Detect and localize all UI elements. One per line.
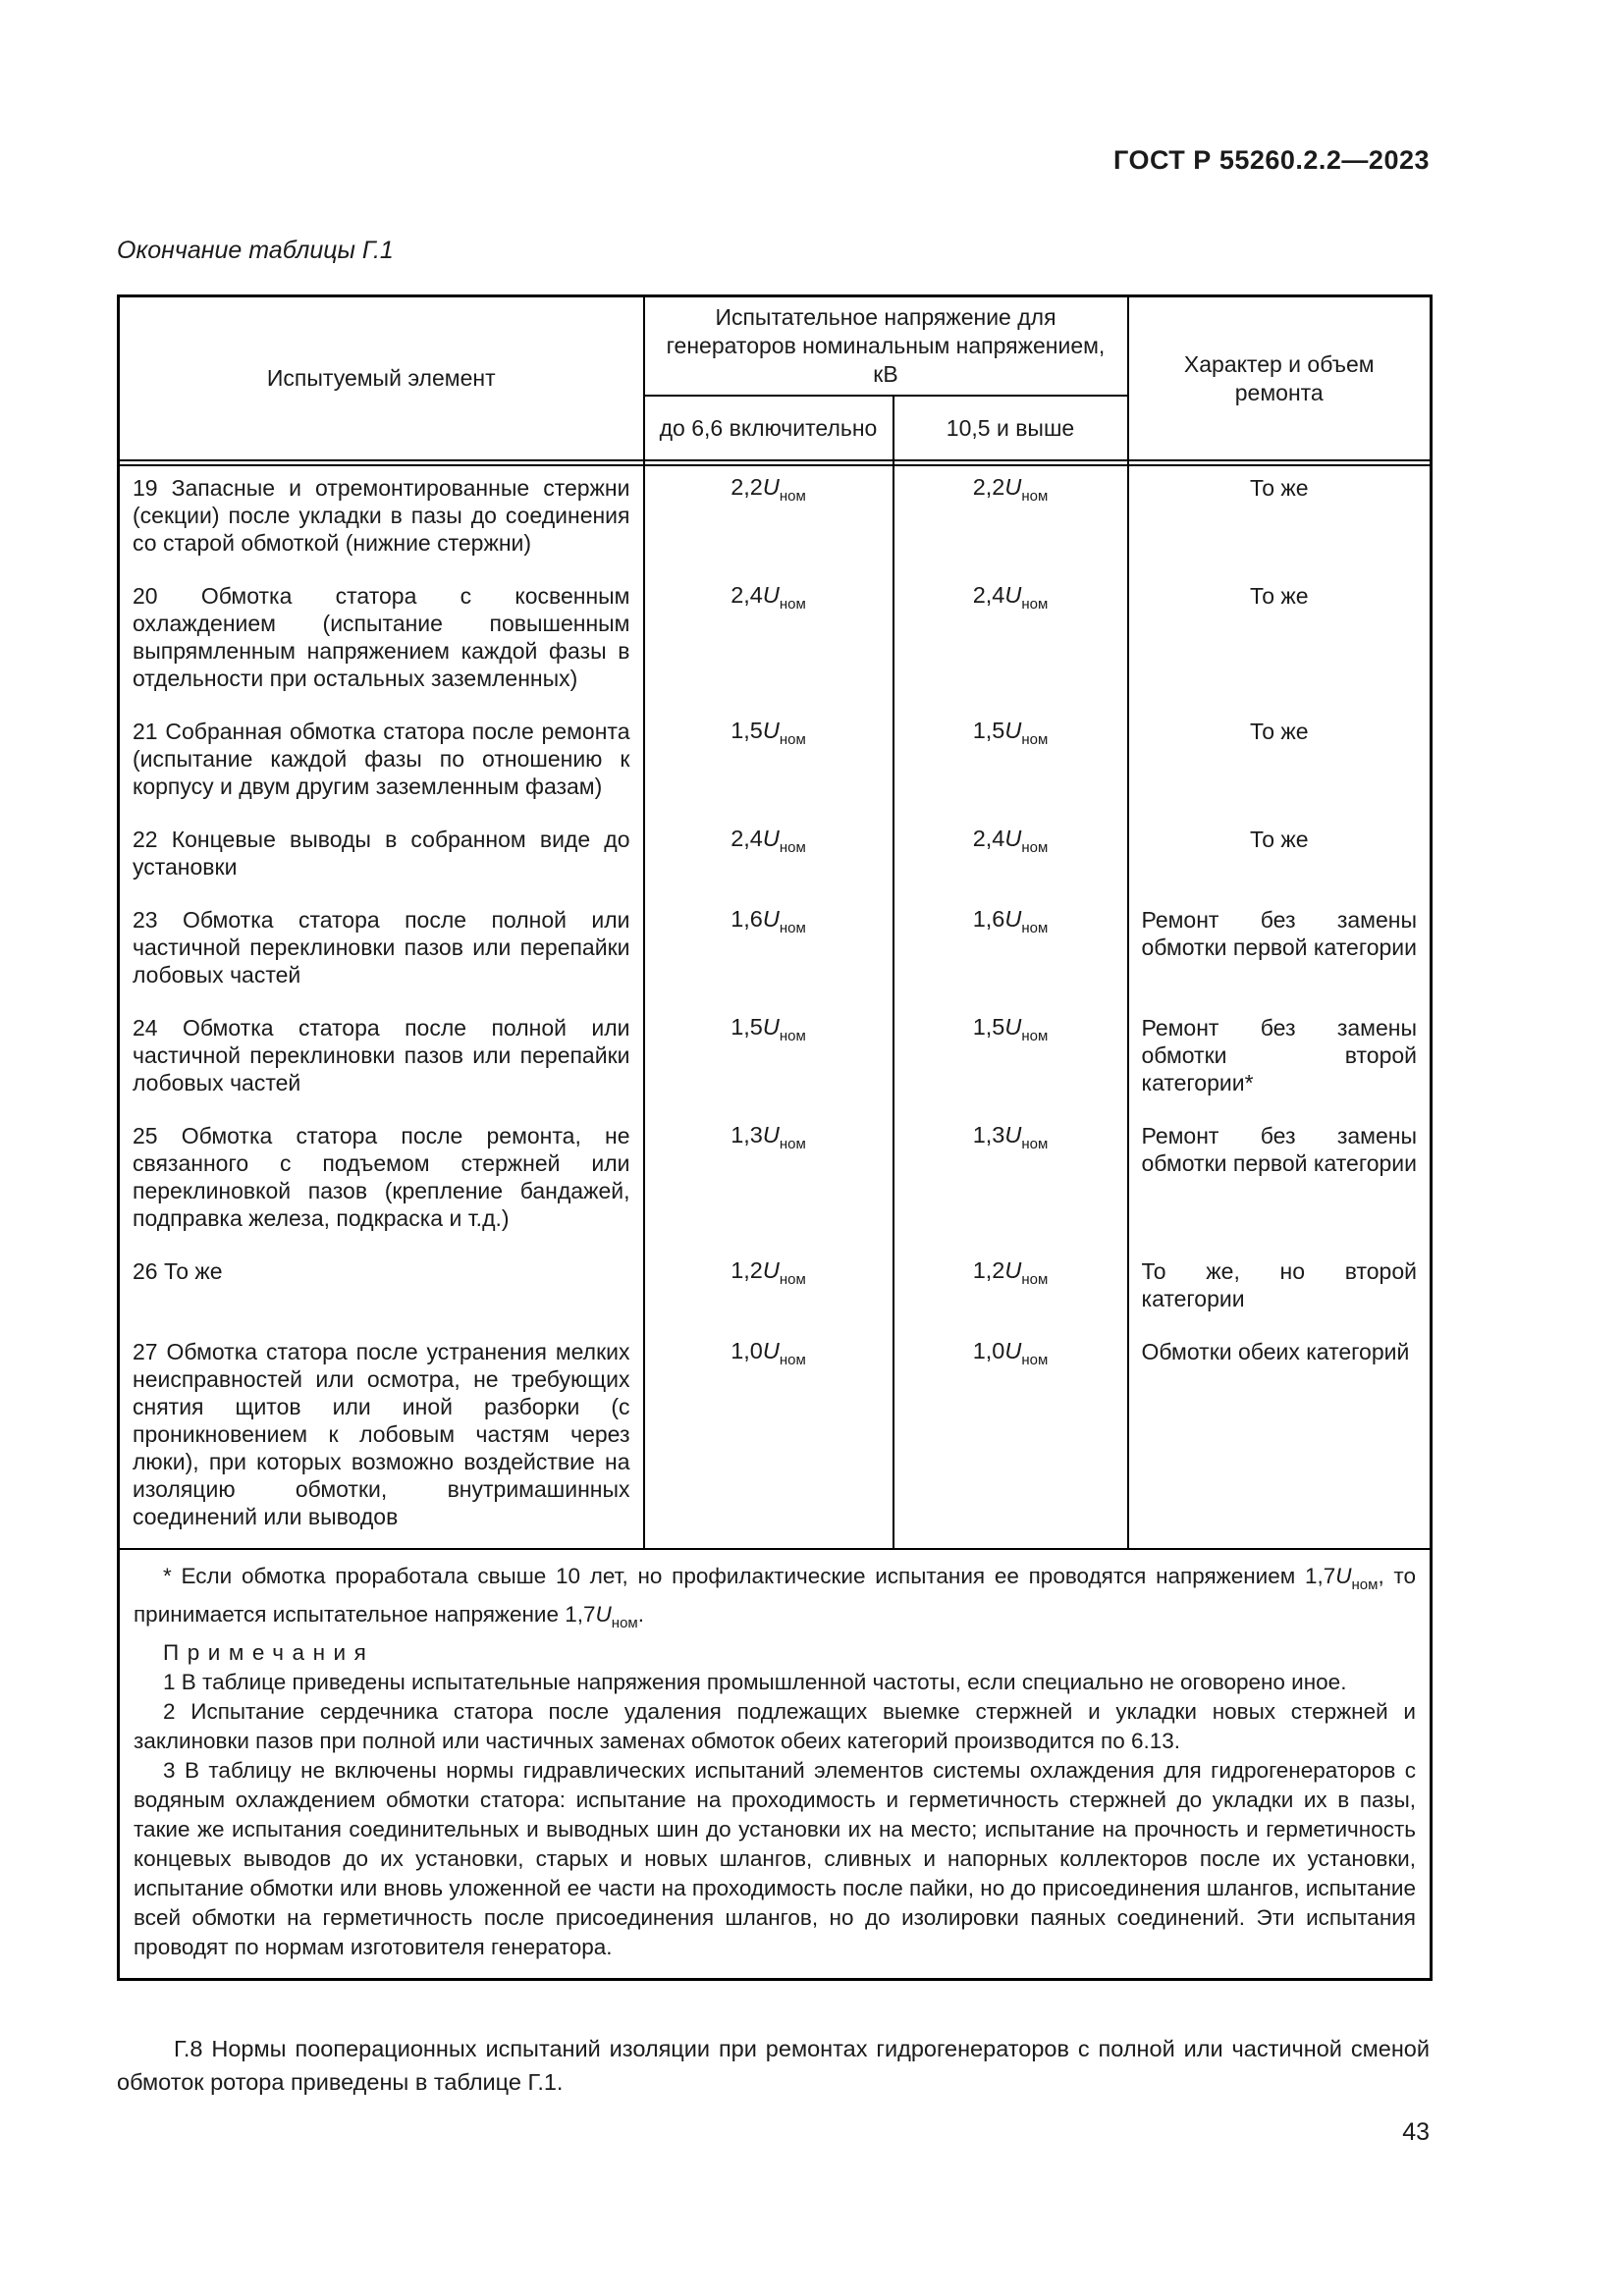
u-symbol: U bbox=[762, 718, 780, 743]
voltage-number: 1,0 bbox=[972, 1338, 1005, 1363]
clause-paragraph: Г.8 Нормы пооперационных испытаний изоляции при ремонтах гидрогенераторов с полной или частичной сменой обмоток ротора приведены в таблице Г.1. bbox=[117, 2036, 1430, 2095]
u-subscript: ном bbox=[779, 1028, 806, 1044]
voltage-low-cell bbox=[644, 1330, 893, 1549]
u-symbol: U bbox=[762, 826, 780, 851]
u-symbol: U bbox=[762, 1257, 780, 1283]
u-subscript: ном bbox=[1021, 839, 1049, 856]
u-symbol: U bbox=[1004, 718, 1022, 743]
header-repair: Характер и объем ремонта bbox=[1128, 296, 1432, 461]
note-item: 2 Испытание сердечника статора после удаления подлежащих выемке стержней и укладки новых стержней и заклиновки пазов при полной или частичных заменах обмоток обеих категорий производится по 6.13. bbox=[134, 1699, 1416, 1753]
u-symbol: U bbox=[762, 474, 780, 500]
voltage-high-cell bbox=[893, 710, 1128, 818]
voltage-high-cell bbox=[893, 1330, 1128, 1549]
table-row bbox=[119, 710, 1432, 818]
voltage-number: 1,5 bbox=[731, 1014, 763, 1040]
test-element-cell: 21 Собранная обмотка статора после ремонта (испытание каждой фазы по отношению к корпусу и двум другим заземленным фазам) bbox=[119, 710, 644, 818]
u-symbol: U bbox=[1004, 582, 1022, 608]
voltage-number: 2,2 bbox=[731, 474, 763, 500]
u-symbol: U bbox=[762, 1014, 780, 1040]
voltage-number: 1,5 bbox=[972, 718, 1005, 743]
table-row bbox=[119, 1006, 1432, 1114]
u-subscript: ном bbox=[779, 839, 806, 856]
u-subscript: ном bbox=[779, 920, 806, 936]
voltage-number: 2,4 bbox=[972, 826, 1005, 851]
voltage-high-cell bbox=[893, 465, 1128, 574]
table-row bbox=[119, 1330, 1432, 1549]
header-voltage-group: Испытательное напряжение для генераторов номинальным напряжением, кВ bbox=[644, 296, 1128, 397]
u-symbol: U bbox=[1004, 1338, 1022, 1363]
voltage-low-cell bbox=[644, 1250, 893, 1330]
table-row bbox=[119, 1250, 1432, 1330]
voltage-number: 1,5 bbox=[972, 1014, 1005, 1040]
test-voltage-table bbox=[117, 294, 1433, 1981]
voltage-high-cell bbox=[893, 574, 1128, 710]
header-voltage-low: до 6,6 включительно bbox=[644, 396, 893, 460]
repair-cell: Ремонт без замены обмотки первой категории bbox=[1128, 898, 1432, 1006]
voltage-high-cell bbox=[893, 1006, 1128, 1114]
u-symbol: U bbox=[1004, 1014, 1022, 1040]
standard-reference: ГОСТ Р 55260.2.2—2023 bbox=[1113, 145, 1430, 175]
u-symbol: U bbox=[1004, 474, 1022, 500]
voltage-low-cell bbox=[644, 1114, 893, 1250]
voltage-number: 1,5 bbox=[731, 718, 763, 743]
u-symbol: U bbox=[762, 1122, 780, 1148]
header-voltage-high: 10,5 и выше bbox=[893, 396, 1128, 460]
note-item: 1 В таблице приведены испытательные напряжения промышленной частоты, если специально не оговорено иное. bbox=[163, 1670, 1347, 1694]
voltage-low-cell bbox=[644, 710, 893, 818]
u-subscript: ном bbox=[1021, 1028, 1049, 1044]
voltage-number: 1,0 bbox=[731, 1338, 763, 1363]
test-element-cell: 20 Обмотка статора с косвенным охлаждением (испытание повышенным выпрямленным напряжением каждой фазы в отдельности при остальных заземленных) bbox=[119, 574, 644, 710]
voltage-number: 2,4 bbox=[972, 582, 1005, 608]
repair-cell: То же bbox=[1128, 818, 1432, 898]
voltage-low-cell bbox=[644, 818, 893, 898]
u-symbol: U bbox=[762, 1338, 780, 1363]
test-element-cell: 23 Обмотка статора после полной или частичной переклиновки пазов или перепайки лобовых частей bbox=[119, 898, 644, 1006]
u-symbol: U bbox=[1335, 1564, 1352, 1588]
repair-cell: Обмотки обеих категорий bbox=[1128, 1330, 1432, 1549]
u-subscript: ном bbox=[779, 1136, 806, 1152]
footnotes-block bbox=[119, 1549, 1432, 1980]
voltage-number: 1,2 bbox=[972, 1257, 1005, 1283]
test-element-cell: 24 Обмотка статора после полной или частичной переклиновки пазов или перепайки лобовых частей bbox=[119, 1006, 644, 1114]
voltage-number: 1,2 bbox=[731, 1257, 763, 1283]
test-element-cell: 25 Обмотка статора после ремонта, не связанного с подъемом стержней или переклиновкой пазов (крепление бандажей, подправка железа, подкраска и т.д.) bbox=[119, 1114, 644, 1250]
voltage-number: 2,4 bbox=[731, 582, 763, 608]
u-subscript: ном bbox=[1021, 488, 1049, 505]
voltage-number: 2,2 bbox=[972, 474, 1005, 500]
u-subscript: ном bbox=[611, 1615, 638, 1631]
footnote-text: , то принимается испытательное напряжение bbox=[134, 1564, 1416, 1627]
u-symbol: U bbox=[762, 906, 780, 932]
u-symbol: U bbox=[1004, 826, 1022, 851]
voltage-number: 1,6 bbox=[731, 906, 763, 932]
repair-cell: То же bbox=[1128, 710, 1432, 818]
notes-title: Примечания bbox=[163, 1640, 375, 1665]
u-subscript: ном bbox=[779, 1271, 806, 1288]
footnote-text: . bbox=[637, 1602, 645, 1627]
u-symbol: U bbox=[595, 1602, 612, 1627]
voltage-high-cell bbox=[893, 818, 1128, 898]
test-element-cell: 27 Обмотка статора после устранения мелких неисправностей или осмотра, не требующих снятия щитов или иной разборки (с проникновением к лобовым частям через люки), при которых возможно воздействие на изоляцию обмотки, внутримашинных соединений или выводов bbox=[119, 1330, 644, 1549]
u-subscript: ном bbox=[1021, 1352, 1049, 1368]
table-row bbox=[119, 1114, 1432, 1250]
u-symbol: U bbox=[1004, 1257, 1022, 1283]
voltage-number: 1,3 bbox=[731, 1122, 763, 1148]
u-subscript: ном bbox=[779, 1352, 806, 1368]
u-subscript: ном bbox=[1021, 1271, 1049, 1288]
repair-cell: Ремонт без замены обмотки второй категории* bbox=[1128, 1006, 1432, 1114]
voltage-low-cell bbox=[644, 1006, 893, 1114]
voltage-number: 1,3 bbox=[972, 1122, 1005, 1148]
voltage-high-cell bbox=[893, 898, 1128, 1006]
voltage-number: 1,7 bbox=[565, 1602, 596, 1627]
test-element-cell: 26 То же bbox=[119, 1250, 644, 1330]
footnote-asterisk bbox=[134, 1562, 1416, 1638]
table-header-row bbox=[119, 296, 1432, 397]
voltage-low-cell bbox=[644, 465, 893, 574]
u-subscript: ном bbox=[1351, 1576, 1379, 1593]
voltage-high-cell bbox=[893, 1114, 1128, 1250]
table-row bbox=[119, 818, 1432, 898]
note-item: 3 В таблицу не включены нормы гидравлических испытаний элементов системы охлаждения для гидрогенераторов с водяным охлаждением обмотки статора: испытание на проходимость и герметичность стержней до укладки их в пазы, такие же испытания соединительных и выводных шин до установки их на место; испытание на прочность и герметичность концевых выводов до их установки, старых и новых шлангов, сливных и напорных коллекторов после их установки, испытание обмотки или вновь уложенной ее части на проходимость после пайки, но до присоединения шлангов, испытание всей обмотки на герметичность после присоединения шлангов, но до изолировки паяных соединений. Эти испытания проводят по нормам изготовителя генератора. bbox=[134, 1758, 1416, 1959]
table-caption: Окончание таблицы Г.1 bbox=[117, 237, 394, 264]
u-symbol: U bbox=[1004, 1122, 1022, 1148]
voltage-number: 2,4 bbox=[731, 826, 763, 851]
footnote-text: * Если обмотка проработала свыше 10 лет, но профилактические испытания ее проводятся напряжением bbox=[163, 1564, 1305, 1588]
page-content bbox=[117, 145, 1430, 2147]
voltage-high-cell bbox=[893, 1250, 1128, 1330]
table-footnotes-row bbox=[119, 1549, 1432, 1980]
voltage-low-cell bbox=[644, 898, 893, 1006]
u-symbol: U bbox=[1004, 906, 1022, 932]
u-subscript: ном bbox=[1021, 1136, 1049, 1152]
voltage-number: 1,7 bbox=[1304, 1564, 1336, 1588]
page-number: 43 bbox=[1402, 2118, 1430, 2146]
test-element-cell: 22 Концевые выводы в собранном виде до установки bbox=[119, 818, 644, 898]
u-subscript: ном bbox=[779, 488, 806, 505]
table-row bbox=[119, 574, 1432, 710]
voltage-number: 1,6 bbox=[972, 906, 1005, 932]
repair-cell: Ремонт без замены обмотки первой категории bbox=[1128, 1114, 1432, 1250]
u-subscript: ном bbox=[779, 731, 806, 748]
header-test-element: Испытуемый элемент bbox=[119, 296, 644, 461]
repair-cell: То же bbox=[1128, 574, 1432, 710]
table-row bbox=[119, 465, 1432, 574]
test-element-cell: 19 Запасные и отремонтированные стержни (секции) после укладки в пазы до соединения со старой обмоткой (нижние стержни) bbox=[119, 465, 644, 574]
u-subscript: ном bbox=[1021, 596, 1049, 613]
u-subscript: ном bbox=[1021, 920, 1049, 936]
voltage-low-cell bbox=[644, 574, 893, 710]
repair-cell: То же, но второй категории bbox=[1128, 1250, 1432, 1330]
table-row bbox=[119, 898, 1432, 1006]
u-symbol: U bbox=[762, 582, 780, 608]
u-subscript: ном bbox=[1021, 731, 1049, 748]
repair-cell: То же bbox=[1128, 465, 1432, 574]
u-subscript: ном bbox=[779, 596, 806, 613]
